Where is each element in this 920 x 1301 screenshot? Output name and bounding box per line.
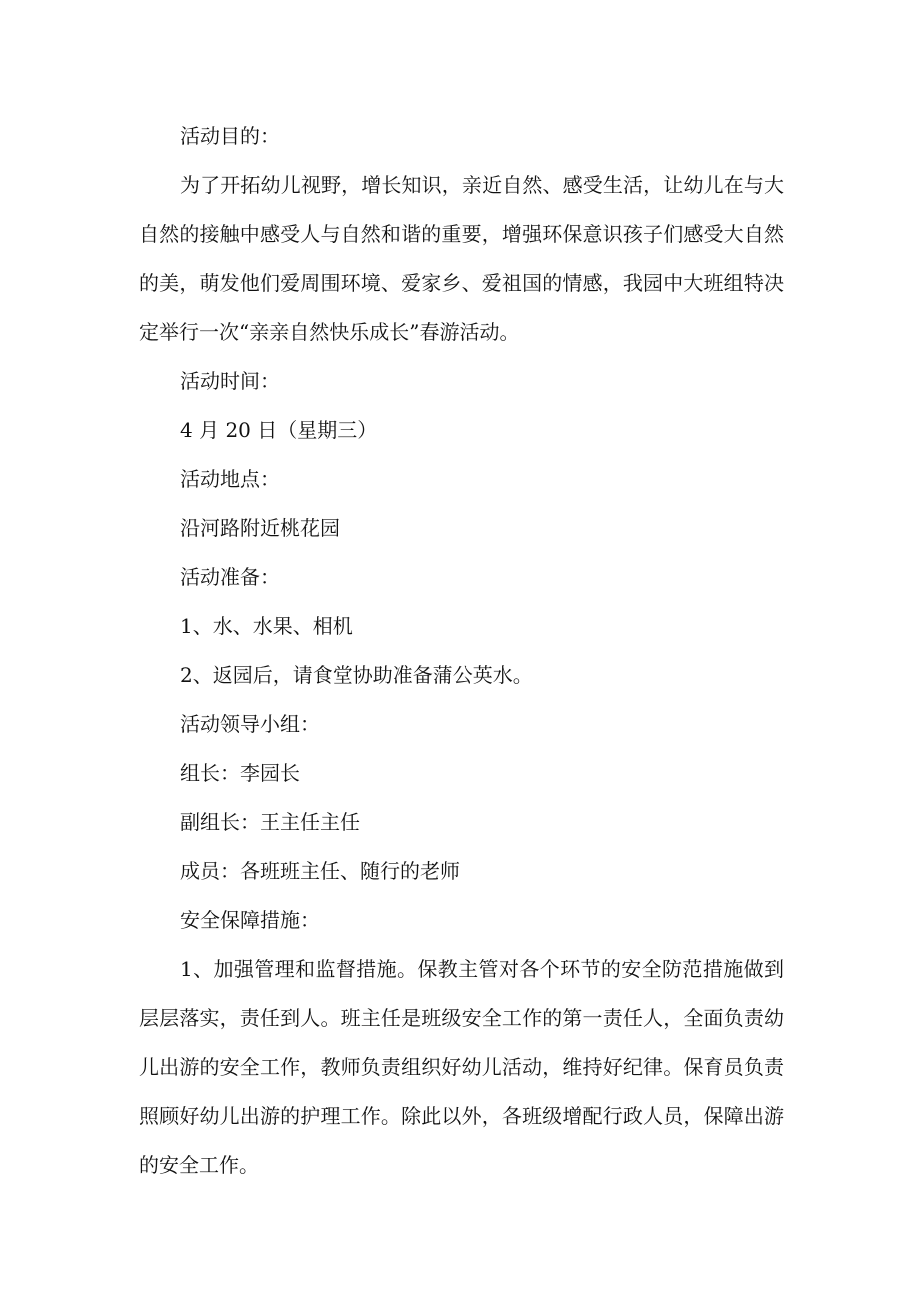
- preparation-item-1: 1、水、水果、相机: [180, 614, 353, 638]
- members: 成员：各班班主任、随行的老师: [180, 859, 460, 883]
- leader: 组长：李园长: [180, 761, 300, 785]
- paragraph-safety: 1、加强管理和监督措施。保教主管对各个环节的安全防范措施做到层层落实，责任到人。班主任是班级安全工作的第一责任人，全面负责幼儿出游的安全工作，教师负责组织好幼儿活动，维持好纪律。保育员负责照顾好幼儿出游的护理工作。除此以外，各班级增配行政人员，保障出游的安全工作。: [139, 957, 784, 1177]
- preparation-item-2: 2、返园后，请食堂协助准备蒲公英水。: [180, 663, 533, 687]
- document-body: [139, 112, 784, 1190]
- heading-purpose: 活动目的：: [180, 124, 280, 148]
- paragraph-purpose: 为了开拓幼儿视野，增长知识，亲近自然、感受生活，让幼儿在与大自然的接触中感受人与自然和谐的重要，增强环保意识孩子们感受大自然的美，萌发他们爱周围环境、爱家乡、爱祖国的情感，我园中大班组特决定举行一次“亲亲自然快乐成长”春游活动。: [139, 173, 784, 344]
- heading-safety: 安全保障措施：: [180, 908, 320, 932]
- activity-location: 沿河路附近桃花园: [180, 516, 340, 540]
- deputy-leader: 副组长：王主任主任: [180, 810, 360, 834]
- heading-preparation: 活动准备：: [180, 565, 280, 589]
- heading-leadership: 活动领导小组：: [180, 712, 320, 736]
- activity-date: 4 月 20 日（星期三）: [180, 418, 378, 442]
- heading-time: 活动时间：: [180, 369, 280, 393]
- heading-location: 活动地点：: [180, 467, 280, 491]
